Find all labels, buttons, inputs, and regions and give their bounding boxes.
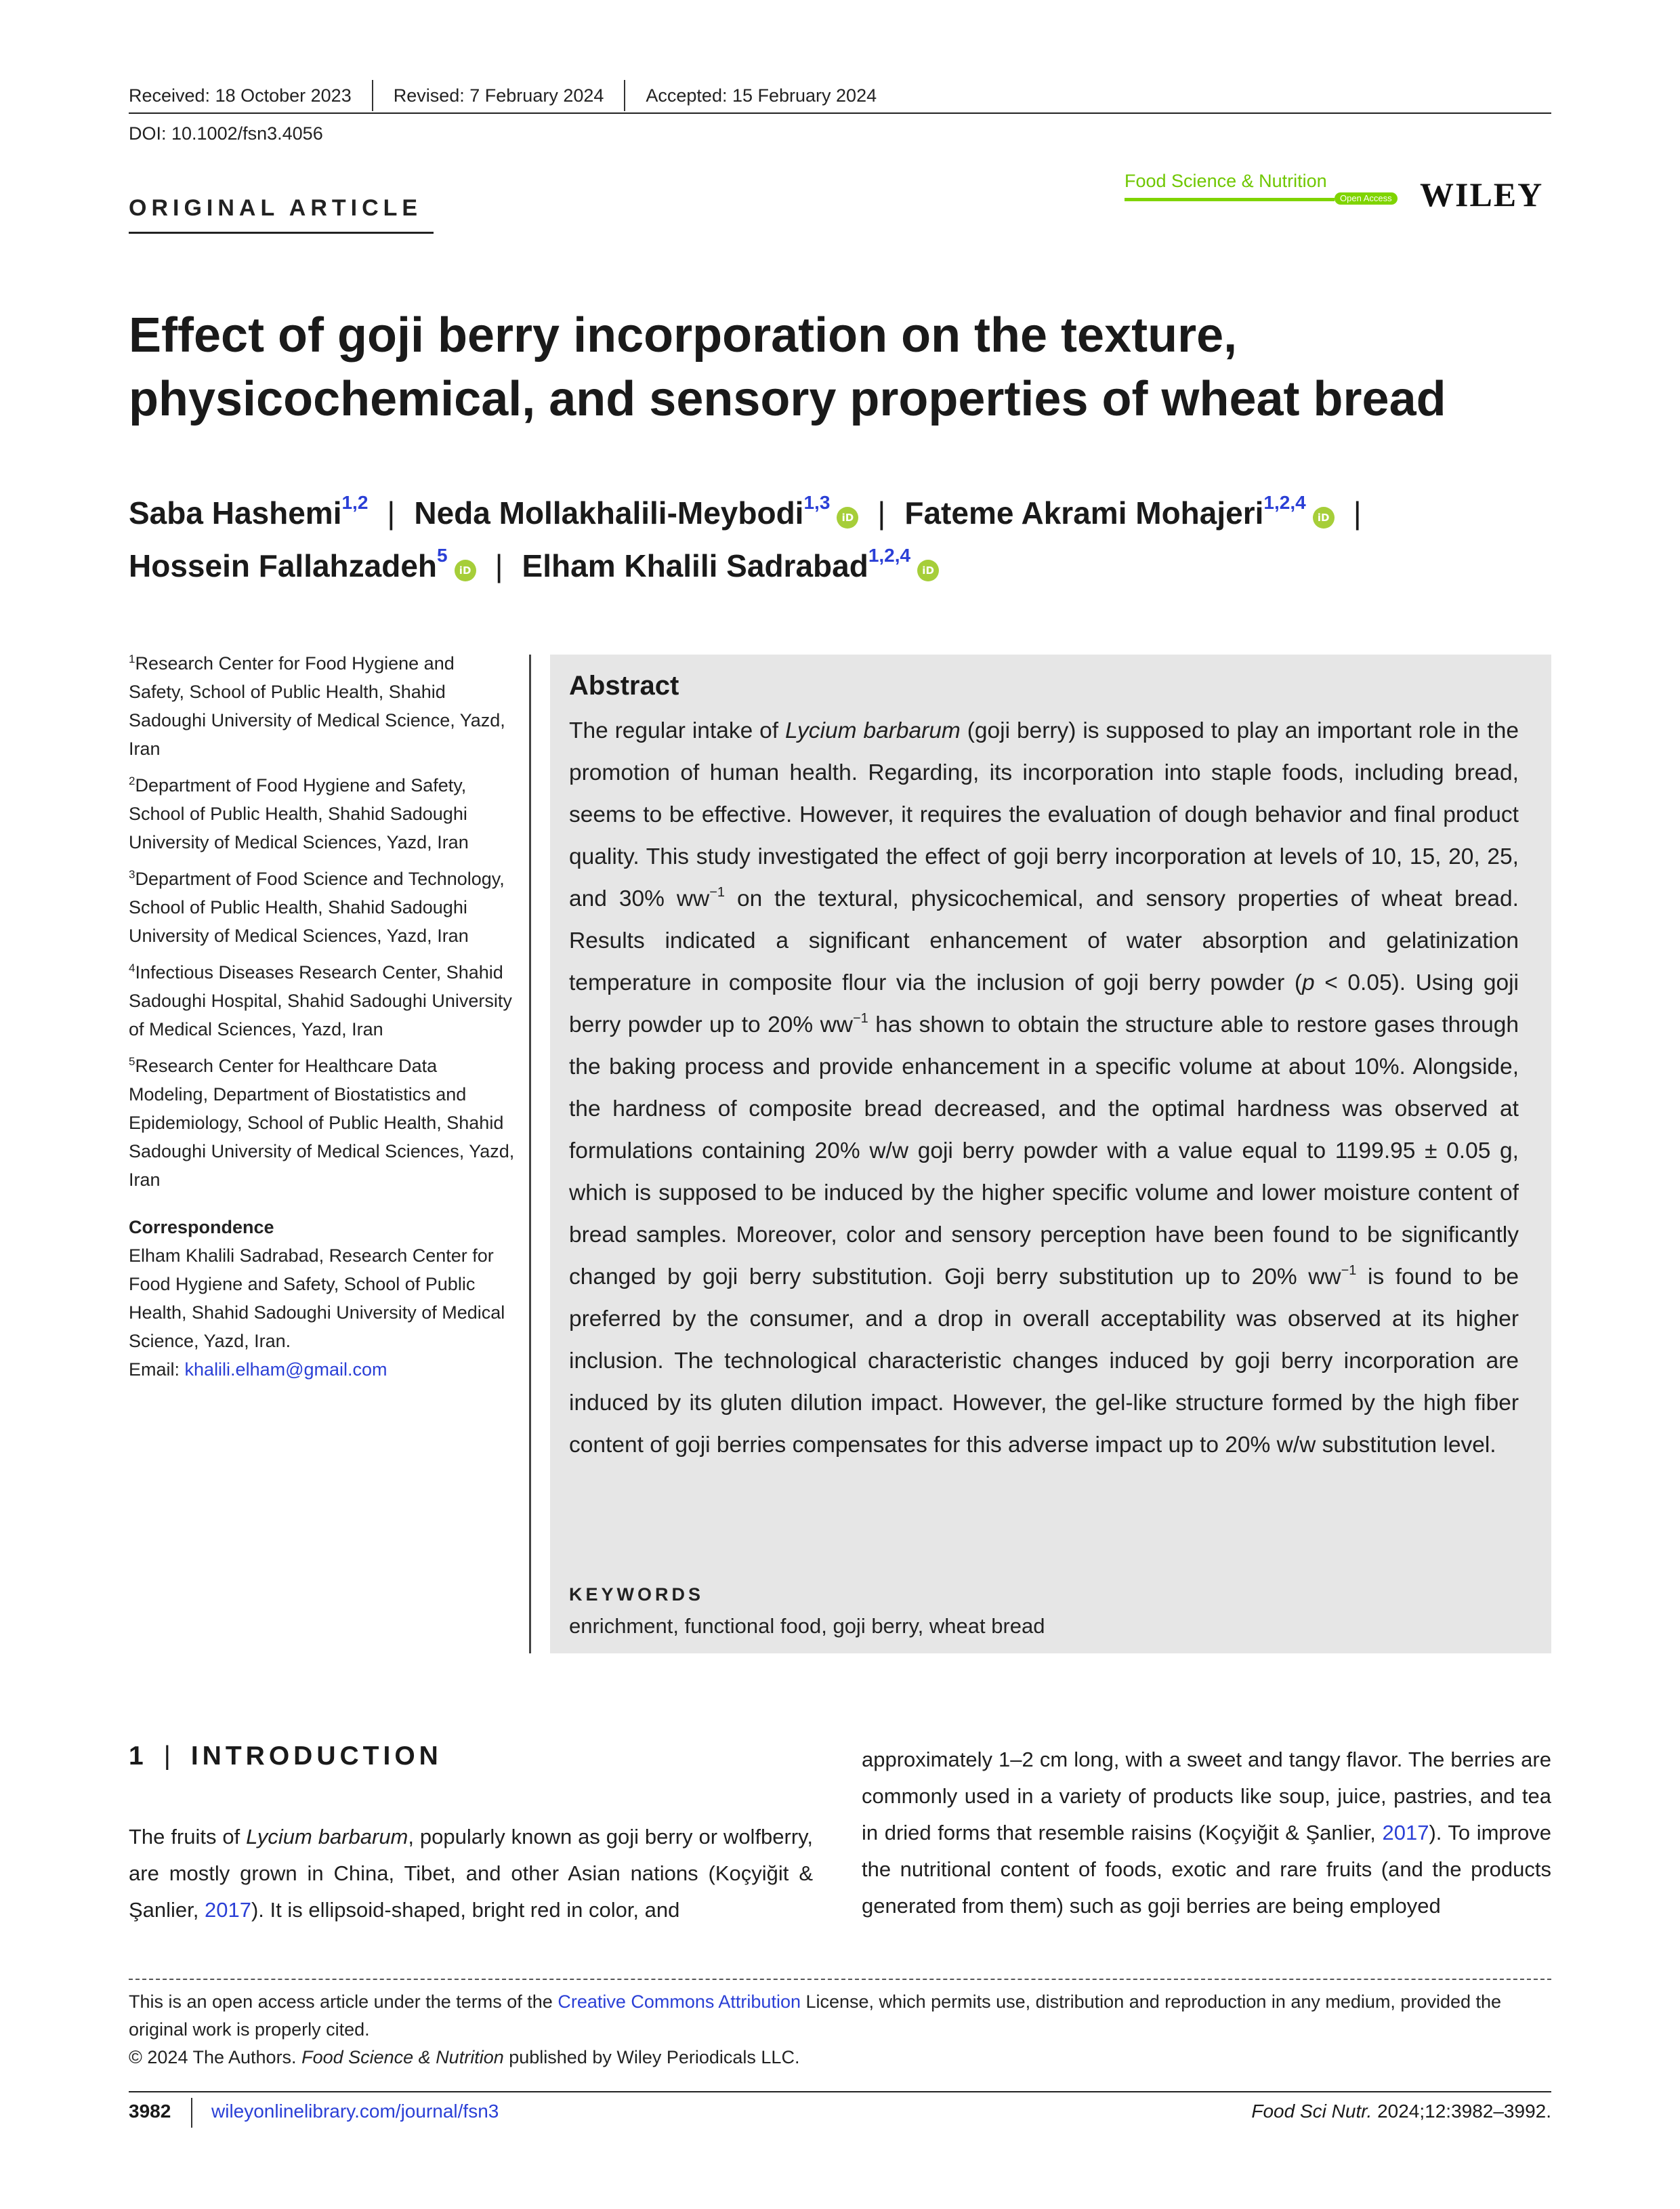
orcid-icon[interactable]: iD [917, 560, 939, 581]
superscript: −1 [1341, 1263, 1357, 1278]
body-text: The fruits of [129, 1825, 247, 1849]
author-separator: | [495, 548, 503, 583]
journal-name: Food Science & Nutrition [1125, 171, 1327, 191]
citation-link[interactable]: 2017 [1382, 1821, 1429, 1844]
intro-paragraph-left [129, 1819, 813, 1928]
license-rule [129, 1979, 1551, 1980]
author[interactable] [522, 545, 940, 583]
author[interactable] [129, 545, 476, 583]
abstract-text [569, 710, 1519, 1466]
accepted-date: Accepted: 15 February 2024 [646, 85, 877, 106]
affiliation-text: Infectious Diseases Research Center, Shahid Sadoughi Hospital, Shahid Sadoughi University of Medical Sciences, Yazd, Iran [129, 962, 512, 1039]
citation-link[interactable]: 2017 [205, 1898, 251, 1922]
body-text: ). It is ellipsoid-shaped, bright red in color, and [251, 1898, 680, 1922]
date-divider [372, 80, 373, 111]
journal-url[interactable]: wileyonlinelibrary.com/journal/fsn3 [211, 2101, 499, 2122]
author-affiliation-ref[interactable]: 1,3 [803, 492, 831, 513]
author-affiliation-ref[interactable]: 1,2,4 [868, 545, 911, 566]
author[interactable] [414, 492, 858, 531]
affiliation-number: 5 [129, 1055, 135, 1068]
body-text: approximately 1–2 cm long, with a sweet and tangy flavor. The berries are commonly used in a variety of products like soup, juice, pastries, and tea in dried forms that resemble raisins (Koçyiğit & Şanlier, [862, 1748, 1551, 1844]
revised-date: Revised: 7 February 2024 [393, 85, 604, 106]
orcid-icon[interactable]: iD [1313, 507, 1335, 529]
doi[interactable]: DOI: 10.1002/fsn3.4056 [129, 123, 323, 144]
affiliation-number: 2 [129, 775, 135, 787]
species-name: Lycium barbarum [246, 1825, 408, 1849]
author-separator: | [1353, 495, 1362, 531]
open-access-badge: Open Access [1335, 192, 1398, 205]
section-separator: | [163, 1741, 171, 1771]
copyright-text: © 2024 The Authors. [129, 2047, 302, 2067]
author-list [129, 487, 1551, 592]
article-title: Effect of goji berry incorporation on the texture, physicochemical, and sensory properties of wheat bread [129, 308, 1446, 426]
author-separator: | [877, 495, 886, 531]
superscript: −1 [852, 1011, 868, 1026]
orcid-icon[interactable]: iD [837, 507, 858, 529]
author-name: Hossein Fallahzadeh [129, 548, 438, 583]
email-label: Email: [129, 1359, 185, 1380]
page-number: 3982 [129, 2101, 171, 2122]
copyright [129, 2044, 1551, 2071]
affiliation-number: 3 [129, 868, 135, 881]
author-affiliation-ref[interactable]: 1,2,4 [1263, 492, 1306, 513]
affiliations [129, 649, 515, 1384]
author-name: Elham Khalili Sadrabad [522, 548, 868, 583]
received-date: Received: 18 October 2023 [129, 85, 352, 106]
author-separator: | [387, 495, 396, 531]
column-rule [529, 655, 531, 1653]
affiliation [129, 649, 515, 763]
body-text: , popularly known as goji berry or wolfberry, are mostly grown in China, Tibet, and other Asian nations (Koçyiğit & Şanlier, [129, 1825, 813, 1922]
species-name: Lycium barbarum [785, 718, 961, 743]
email-link[interactable]: khalili.elham@gmail.com [184, 1359, 387, 1380]
affiliation [129, 958, 515, 1044]
affiliation-text: Department of Food Hygiene and Safety, School of Public Health, Shahid Sadoughi University of Medical Sciences, Yazd, Iran [129, 775, 469, 852]
section-number: 1 [129, 1741, 144, 1771]
affiliation [129, 1052, 515, 1194]
abstract-text-part: is found to be preferred by the consumer, and a drop in overall acceptability was observed at its higher inclusion. The technological characteristic changes induced by goji berry incorporation are induced by its gluten dilution impact. However, the gel-like structure formed by the high fiber content of goji berries compensates for this adverse impact up to 20% w/w substitution level. [569, 1264, 1519, 1458]
intro-paragraph-right [862, 1741, 1551, 1924]
abstract-text-part: on the textural, physicochemical, and sensory properties of wheat bread. Results indicated a significant enhancement of water absorption and gelatinization temperature in composite flour via the inclusion of goji berry powder ( [569, 886, 1519, 995]
license-note [129, 1988, 1551, 2071]
abstract-text-part: has shown to obtain the structure able to restore gases through the baking process and provide enhancement in a specific volume at about 10%. Alongside, the hardness of composite bread decreased, and the optimal hardness was observed at formulations containing 20% w/w goji berry powder with a value equal to 1199.95 ± 0.05 g, which is supposed to be induced by the higher specific volume and lower moisture content of bread samples. Moreover, color and sensory perception have been found to be significantly changed by goji berry substitution. Goji berry substitution up to 20% ww [569, 1012, 1519, 1289]
affiliation-number: 1 [129, 653, 135, 665]
author-affiliation-ref[interactable]: 5 [437, 545, 448, 566]
abstract-text-part: < 0.05). Using goji berry powder up to 20% ww [569, 970, 1519, 1037]
p-value-symbol: p [1302, 970, 1315, 995]
footer-separator [191, 2098, 192, 2128]
publisher-logo: WILEY [1420, 176, 1544, 213]
keywords: enrichment, functional food, goji berry, wheat bread [569, 1614, 1045, 1638]
submission-dates [129, 80, 877, 111]
keywords-heading: KEYWORDS [569, 1584, 705, 1605]
section-heading [129, 1741, 442, 1771]
affiliation-text: Research Center for Healthcare Data Modeling, Department of Biostatistics and Epidemiology, School of Public Health, Shahid Sadoughi University of Medical Sciences, Yazd, Iran [129, 1056, 515, 1190]
superscript: −1 [709, 885, 726, 900]
footer-rule [129, 2091, 1551, 2092]
author-name: Fateme Akrami Mohajeri [904, 495, 1264, 531]
body-text: ). To improve the nutritional content of foods, exotic and rare fruits (and the products generated from them) such as goji berries are being employed [862, 1821, 1551, 1918]
article-type-rule [129, 232, 434, 234]
affiliation-text: Department of Food Science and Technology, School of Public Health, Shahid Sadoughi University of Medical Sciences, Yazd, Iran [129, 869, 505, 946]
header-rule [129, 112, 1551, 114]
citation-details: 2024;12:3982–3992. [1372, 2101, 1551, 2122]
author-name: Saba Hashemi [129, 495, 342, 531]
abstract-text-part: The regular intake of [569, 718, 786, 743]
license-text-part: License, which permits use, distribution and reproduction in any medium, provided the original work is properly cited. [129, 1991, 1502, 2040]
section-title: INTRODUCTION [190, 1741, 442, 1771]
author-affiliation-ref[interactable]: 1,2 [341, 492, 369, 513]
copyright-text: published by Wiley Periodicals LLC. [503, 2047, 800, 2067]
author-name: Neda Mollakhalili-Meybodi [414, 495, 804, 531]
affiliation [129, 771, 515, 856]
affiliation-text: Research Center for Food Hygiene and Safety, School of Public Health, Shahid Sadoughi University of Medical Science, Yazd, Iran [129, 653, 505, 759]
correspondence-email [129, 1355, 515, 1384]
orcid-icon[interactable]: iD [455, 560, 476, 581]
license-text-part: This is an open access article under the terms of the [129, 1991, 558, 2012]
affiliation-number: 4 [129, 962, 135, 974]
abstract-heading: Abstract [569, 671, 679, 701]
article-type: ORIGINAL ARTICLE [129, 195, 423, 221]
license-link[interactable]: Creative Commons Attribution [558, 1991, 801, 2012]
journal-logo-bar [1125, 198, 1335, 201]
copyright-journal: Food Science & Nutrition [301, 2047, 504, 2067]
correspondence-heading: Correspondence [129, 1217, 274, 1237]
date-divider [624, 80, 625, 111]
affiliation [129, 865, 515, 950]
abstract-text-part: (goji berry) is supposed to play an important role in the promotion of human health. Regarding, its incorporation into staple foods, including bread, seems to be effective. However, it requires the evaluation of dough behavior and final product quality. This study investigated the effect of goji berry incorporation at levels of 10, 15, 20, 25, and 30% ww [569, 718, 1519, 911]
journal-logo [1125, 171, 1409, 209]
author[interactable] [129, 492, 369, 531]
license-text [129, 1988, 1551, 2044]
citation-journal: Food Sci Nutr. [1251, 2101, 1372, 2122]
correspondence-text: Elham Khalili Sadrabad, Research Center for Food Hygiene and Safety, School of Public Health, Shahid Sadoughi University of Medical Science, Yazd, Iran. [129, 1245, 505, 1351]
author[interactable] [904, 492, 1334, 531]
footer-citation [1084, 2101, 1551, 2122]
